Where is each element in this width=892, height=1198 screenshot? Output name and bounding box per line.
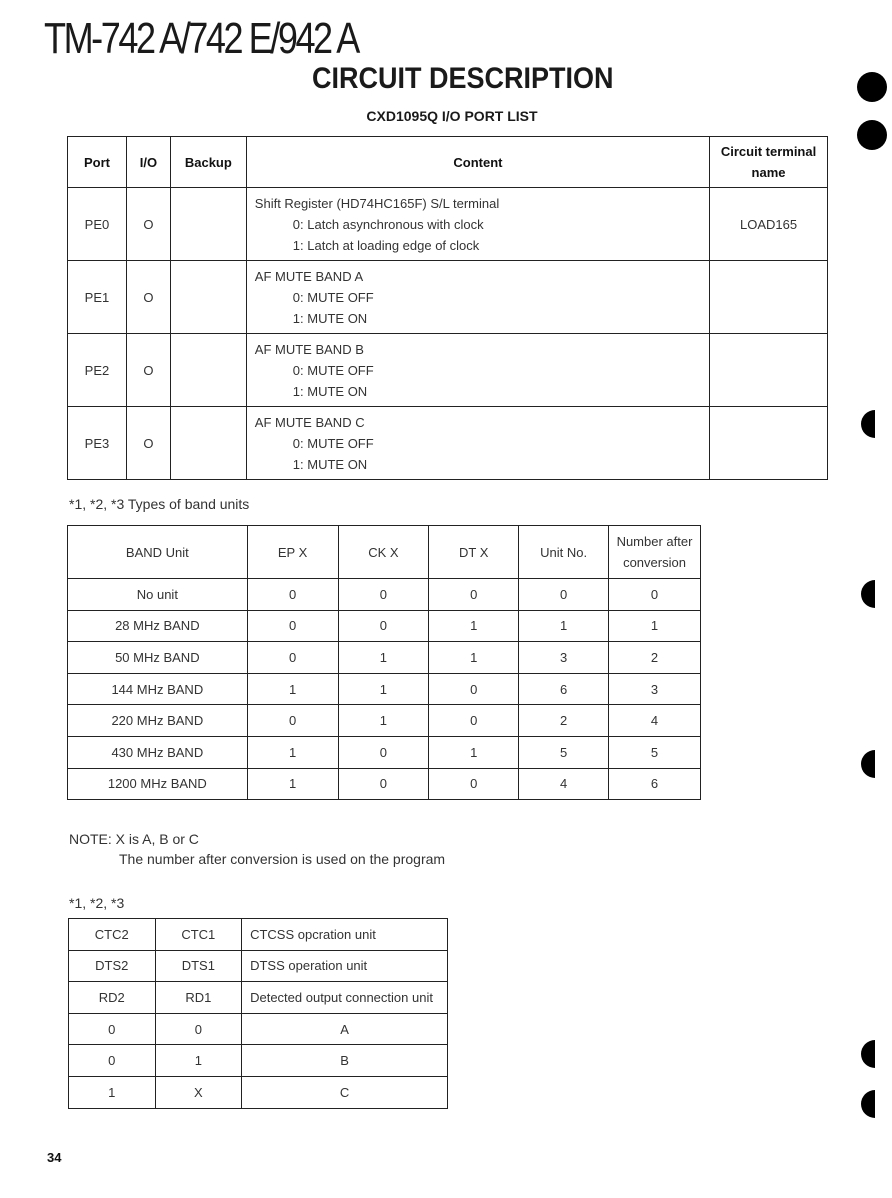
table-cell: 2 — [519, 705, 609, 737]
table-cell: 0 — [429, 768, 519, 800]
content-line: 0: MUTE OFF — [292, 435, 374, 451]
content-line: 1: MUTE ON — [292, 383, 368, 399]
content-cell — [246, 334, 709, 407]
table-cell: X — [155, 1076, 242, 1108]
table-cell: 1 — [338, 673, 429, 705]
table-cell: 1 — [429, 610, 519, 642]
note-line-1: NOTE: X is A, B or C — [69, 831, 199, 847]
content-line: AF MUTE BAND C — [254, 414, 365, 430]
table-cell: 0 — [338, 579, 429, 611]
content-cell — [246, 188, 709, 261]
punch-hole-icon — [861, 410, 875, 438]
table-cell: 0 — [429, 705, 519, 737]
port-cell: PE1 — [68, 261, 127, 334]
table-cell: 0 — [429, 673, 519, 705]
table-cell: 1 — [609, 610, 701, 642]
table-cell: 4 — [609, 705, 701, 737]
table-cell: 5 — [609, 736, 701, 768]
header-ck-x: CK X — [338, 526, 429, 579]
table-cell: RD2 — [69, 982, 156, 1014]
table-row — [68, 579, 701, 611]
terminal-cell — [710, 407, 828, 480]
section-title: CIRCUIT DESCRIPTION — [312, 62, 614, 95]
table-cell: 0 — [609, 579, 701, 611]
table-cell: 4 — [519, 768, 609, 800]
band-unit-cell: 220 MHz BAND — [68, 705, 248, 737]
table-cell: 0 — [247, 642, 338, 674]
table-row — [69, 1013, 448, 1045]
table-cell: 2 — [609, 642, 701, 674]
table-cell: 3 — [519, 642, 609, 674]
table-cell: 0 — [247, 579, 338, 611]
port-list-title: CXD1095Q I/O PORT LIST — [366, 108, 538, 124]
port-cell: PE3 — [68, 407, 127, 480]
terminal-cell — [710, 334, 828, 407]
table-cell: 1 — [429, 642, 519, 674]
table-cell: Detected output connection unit — [242, 982, 448, 1014]
port-cell: PE2 — [68, 334, 127, 407]
band-unit-cell: No unit — [68, 579, 248, 611]
table-cell: 0 — [247, 610, 338, 642]
content-line: 0: MUTE OFF — [292, 289, 374, 305]
table-cell: RD1 — [155, 982, 242, 1014]
port-list-table — [67, 136, 828, 480]
table-cell: 6 — [609, 768, 701, 800]
content-line: 0: Latch asynchronous with clock — [292, 216, 484, 232]
header-backup: Backup — [170, 137, 246, 188]
table-row — [68, 188, 828, 261]
table-cell: 0 — [338, 736, 429, 768]
table-cell: CTC2 — [69, 919, 156, 951]
punch-hole-icon — [861, 1040, 875, 1068]
table-row — [68, 610, 701, 642]
table-cell: B — [242, 1045, 448, 1077]
table-cell: 1 — [69, 1076, 156, 1108]
table-cell: 1 — [519, 610, 609, 642]
header-dt-x: DT X — [429, 526, 519, 579]
table-row — [69, 1076, 448, 1108]
io-cell: O — [126, 261, 170, 334]
table-row — [68, 768, 701, 800]
table-cell: 1 — [247, 736, 338, 768]
table-header-row — [68, 137, 828, 188]
header-io: I/O — [126, 137, 170, 188]
table-row — [68, 334, 828, 407]
header-ep-x: EP X — [247, 526, 338, 579]
table-cell: CTCSS opcration unit — [242, 919, 448, 951]
table-row — [69, 982, 448, 1014]
table-row — [68, 407, 828, 480]
table-cell: 0 — [338, 610, 429, 642]
punch-hole-icon — [857, 120, 887, 150]
content-line: AF MUTE BAND A — [254, 268, 364, 284]
table-cell: DTS1 — [155, 950, 242, 982]
band-units-table — [67, 525, 701, 800]
table-cell: 0 — [519, 579, 609, 611]
punch-hole-icon — [861, 580, 875, 608]
table-cell: 1 — [155, 1045, 242, 1077]
table-cell: DTS2 — [69, 950, 156, 982]
table-row — [68, 673, 701, 705]
model-title: TM-742 A/742 E/942 A — [44, 14, 358, 63]
content-line: 1: MUTE ON — [292, 456, 368, 472]
table-cell: 1 — [429, 736, 519, 768]
backup-cell — [170, 334, 246, 407]
band-unit-cell: 430 MHz BAND — [68, 736, 248, 768]
io-cell: O — [126, 188, 170, 261]
io-cell: O — [126, 334, 170, 407]
table-cell: 0 — [69, 1045, 156, 1077]
header-band-unit: BAND Unit — [68, 526, 248, 579]
table-row — [68, 642, 701, 674]
table-header-row — [68, 526, 701, 579]
ctc-table-caption: *1, *2, *3 — [69, 895, 125, 911]
backup-cell — [170, 188, 246, 261]
band-unit-cell: 28 MHz BAND — [68, 610, 248, 642]
content-cell — [246, 261, 709, 334]
port-cell: PE0 — [68, 188, 127, 261]
table-cell: CTC1 — [155, 919, 242, 951]
header-unit-no: Unit No. — [519, 526, 609, 579]
table-cell: 1 — [338, 642, 429, 674]
unit-select-table — [68, 918, 448, 1109]
header-number-after-conversion: Number after conversion — [609, 526, 701, 579]
table-cell: 0 — [155, 1013, 242, 1045]
table-cell: A — [242, 1013, 448, 1045]
table-row — [69, 919, 448, 951]
table-cell: DTSS operation unit — [242, 950, 448, 982]
page-number: 34 — [47, 1150, 62, 1165]
content-line: Shift Register (HD74HC165F) S/L terminal — [254, 195, 500, 211]
table-cell: 1 — [338, 705, 429, 737]
table-cell: 0 — [429, 579, 519, 611]
table-row — [68, 261, 828, 334]
table-cell: 3 — [609, 673, 701, 705]
table-cell: 1 — [247, 768, 338, 800]
header-content: Content — [246, 137, 709, 188]
io-cell: O — [126, 407, 170, 480]
table-cell: 6 — [519, 673, 609, 705]
table-cell: 0 — [338, 768, 429, 800]
backup-cell — [170, 407, 246, 480]
backup-cell — [170, 261, 246, 334]
table-row — [69, 1045, 448, 1077]
band-unit-cell: 50 MHz BAND — [68, 642, 248, 674]
table-cell: 0 — [69, 1013, 156, 1045]
punch-hole-icon — [857, 72, 887, 102]
terminal-cell — [710, 261, 828, 334]
content-line: 0: MUTE OFF — [292, 362, 374, 378]
table-cell: 0 — [247, 705, 338, 737]
punch-hole-icon — [861, 1090, 875, 1118]
table-row — [68, 736, 701, 768]
table-cell: 5 — [519, 736, 609, 768]
table-cell: C — [242, 1076, 448, 1108]
table-cell: 1 — [247, 673, 338, 705]
header-port: Port — [68, 137, 127, 188]
punch-hole-icon — [861, 750, 875, 778]
header-circuit-terminal: Circuit terminal name — [710, 137, 828, 188]
note-line-2: The number after conversion is used on the program — [119, 851, 446, 867]
band-units-caption: *1, *2, *3 Types of band units — [69, 496, 250, 512]
content-line: 1: Latch at loading edge of clock — [292, 237, 480, 253]
table-row — [68, 705, 701, 737]
band-unit-cell: 144 MHz BAND — [68, 673, 248, 705]
content-cell — [246, 407, 709, 480]
table-row — [69, 950, 448, 982]
terminal-cell: LOAD165 — [710, 188, 828, 261]
content-line: 1: MUTE ON — [292, 310, 368, 326]
band-unit-cell: 1200 MHz BAND — [68, 768, 248, 800]
content-line: AF MUTE BAND B — [254, 341, 364, 357]
